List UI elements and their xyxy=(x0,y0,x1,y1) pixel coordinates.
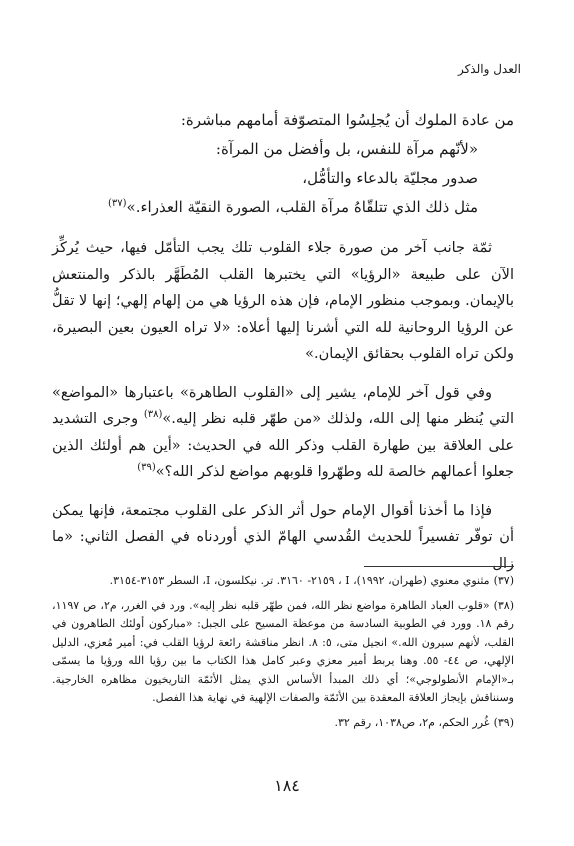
main-body xyxy=(52,235,514,577)
footnote-38 xyxy=(52,597,514,708)
paragraph-2-part-2: وجرى التشديد على العلاقة بين طهارة القلب وذكر الله في الحديث: «أين هم أولئك الذين جعلوا أعمالهم خالصة لله وطهّروا قلوبهم مواضع لذكر الله؟» xyxy=(52,411,514,480)
paragraph-2 xyxy=(52,380,514,486)
footnotes xyxy=(52,572,514,732)
running-title: العدل والذكر xyxy=(457,62,521,76)
footnote-ref-39: (٣٩) xyxy=(137,462,156,474)
paragraph-2-part-1: وفي قول آخر للإمام، يشير إلى «القلوب الطاهرة» باعتبارها «المواضع» التي يُنظر منها إلى الله، ولذلك «من طهّر قلبه نظر إليه.» xyxy=(52,384,514,427)
footnote-ref-37: (٣٧) xyxy=(107,198,127,209)
verse-line-2: صدور مجليّة بالدعاء والتأمُّل، xyxy=(302,169,478,187)
verse-block xyxy=(54,106,514,222)
footnote-39 xyxy=(52,714,514,733)
footnote-number: (٣٩) xyxy=(493,715,514,729)
verse-intro: من عادة الملوك أن يُجلِسُوا المتصوّفة أمامهم مباشرة: xyxy=(180,111,514,129)
footnote-37 xyxy=(52,572,514,591)
footnote-text: مثنوي معنوي (طهران، ١٩٩٢)، I ، ٢١٥٩- ٣١٦٠. تر. نيكلسون، I، السطر ٣١٥٣-٣١٥٤. xyxy=(109,574,490,587)
paragraph-1: ثمّة جانب آخر من صورة جلاء القلوب تلك يجب التأمّل فيها، حيث يُركِّز الآن على طبيعة «الرؤيا» التي يختبرها القلب المُطَهَّر بالذكر والمنتعش بالإيمان. وبموجب منظور الإمام، فإن هذه الرؤيا هي من إلهام إلهي؛ إنها لا تقلُّ عن الرؤيا الروحانية لله التي أشرنا إليها أعلاه: «لا تراه العيون بعين البصيرة، ولكن تراه القلوب بحقائق الإيمان.» xyxy=(52,240,514,362)
footnote-number: (٣٨) xyxy=(493,598,515,612)
verse-line-1: «لأنّهم مرآة للنفس، بل وأفضل من المرآة: xyxy=(215,140,478,158)
verse-line-3-text: مثل ذلك الذي تتلقّاهُ مرآة القلب، الصورة النقيّة العذراء.» xyxy=(126,198,478,216)
footnote-ref-38: (٣٨) xyxy=(143,409,163,421)
footnote-text: غُرر الحكم، م٢، ص١٠٣٨، رقم ٣٢. xyxy=(334,715,490,729)
paragraph-3: فإذا ما أخذنا أقوال الإمام حول أثر الذكر على القلوب مجتمعة، فإنها يمكن أن توفّر تفسيراً للحديث القُدسي الهامّ الذي أوردناه في الفصل الثاني: «ما زال xyxy=(52,502,514,572)
footnote-number: (٣٧) xyxy=(493,574,514,587)
verse-line-3 xyxy=(54,193,514,222)
footnote-separator xyxy=(364,566,514,567)
page-number: ١٨٤ xyxy=(274,776,300,795)
footnote-text: «قلوب العباد الطاهرة مواضع نظر الله، فمن طهّر قلبه نظر إليه». ورد في الغرر، م٢، ص ١١٩٧، رقم ١٨. وورد في الطوبية السادسة من موعظة المسيح على الجبل: «مباركون أولئك الطاهرون في القلب، لأنهم سيرون الله.» انجيل متى، ٥: ٨. انظر مناقشة رائعة لرؤيا القلب في: أمير مُعزي، الدليل الإلهي، ص ٤٤- ٥٥. وهنا يربط أمير معزي وعبر كامل هذا الكتاب ما بين رؤيا الله ورؤيا ما يسمّى بـ«الإمام الأنطولوجي»؛ أي ذلك المبدأ الأساس الذي يمثل الأئمّة التاريخيون مظاهره الخارجية. وسنناقش بإيجاز العلاقة المعقدة بين الأئمّة والصفات الإلهية في نهاية هذا الفصل. xyxy=(52,598,515,704)
